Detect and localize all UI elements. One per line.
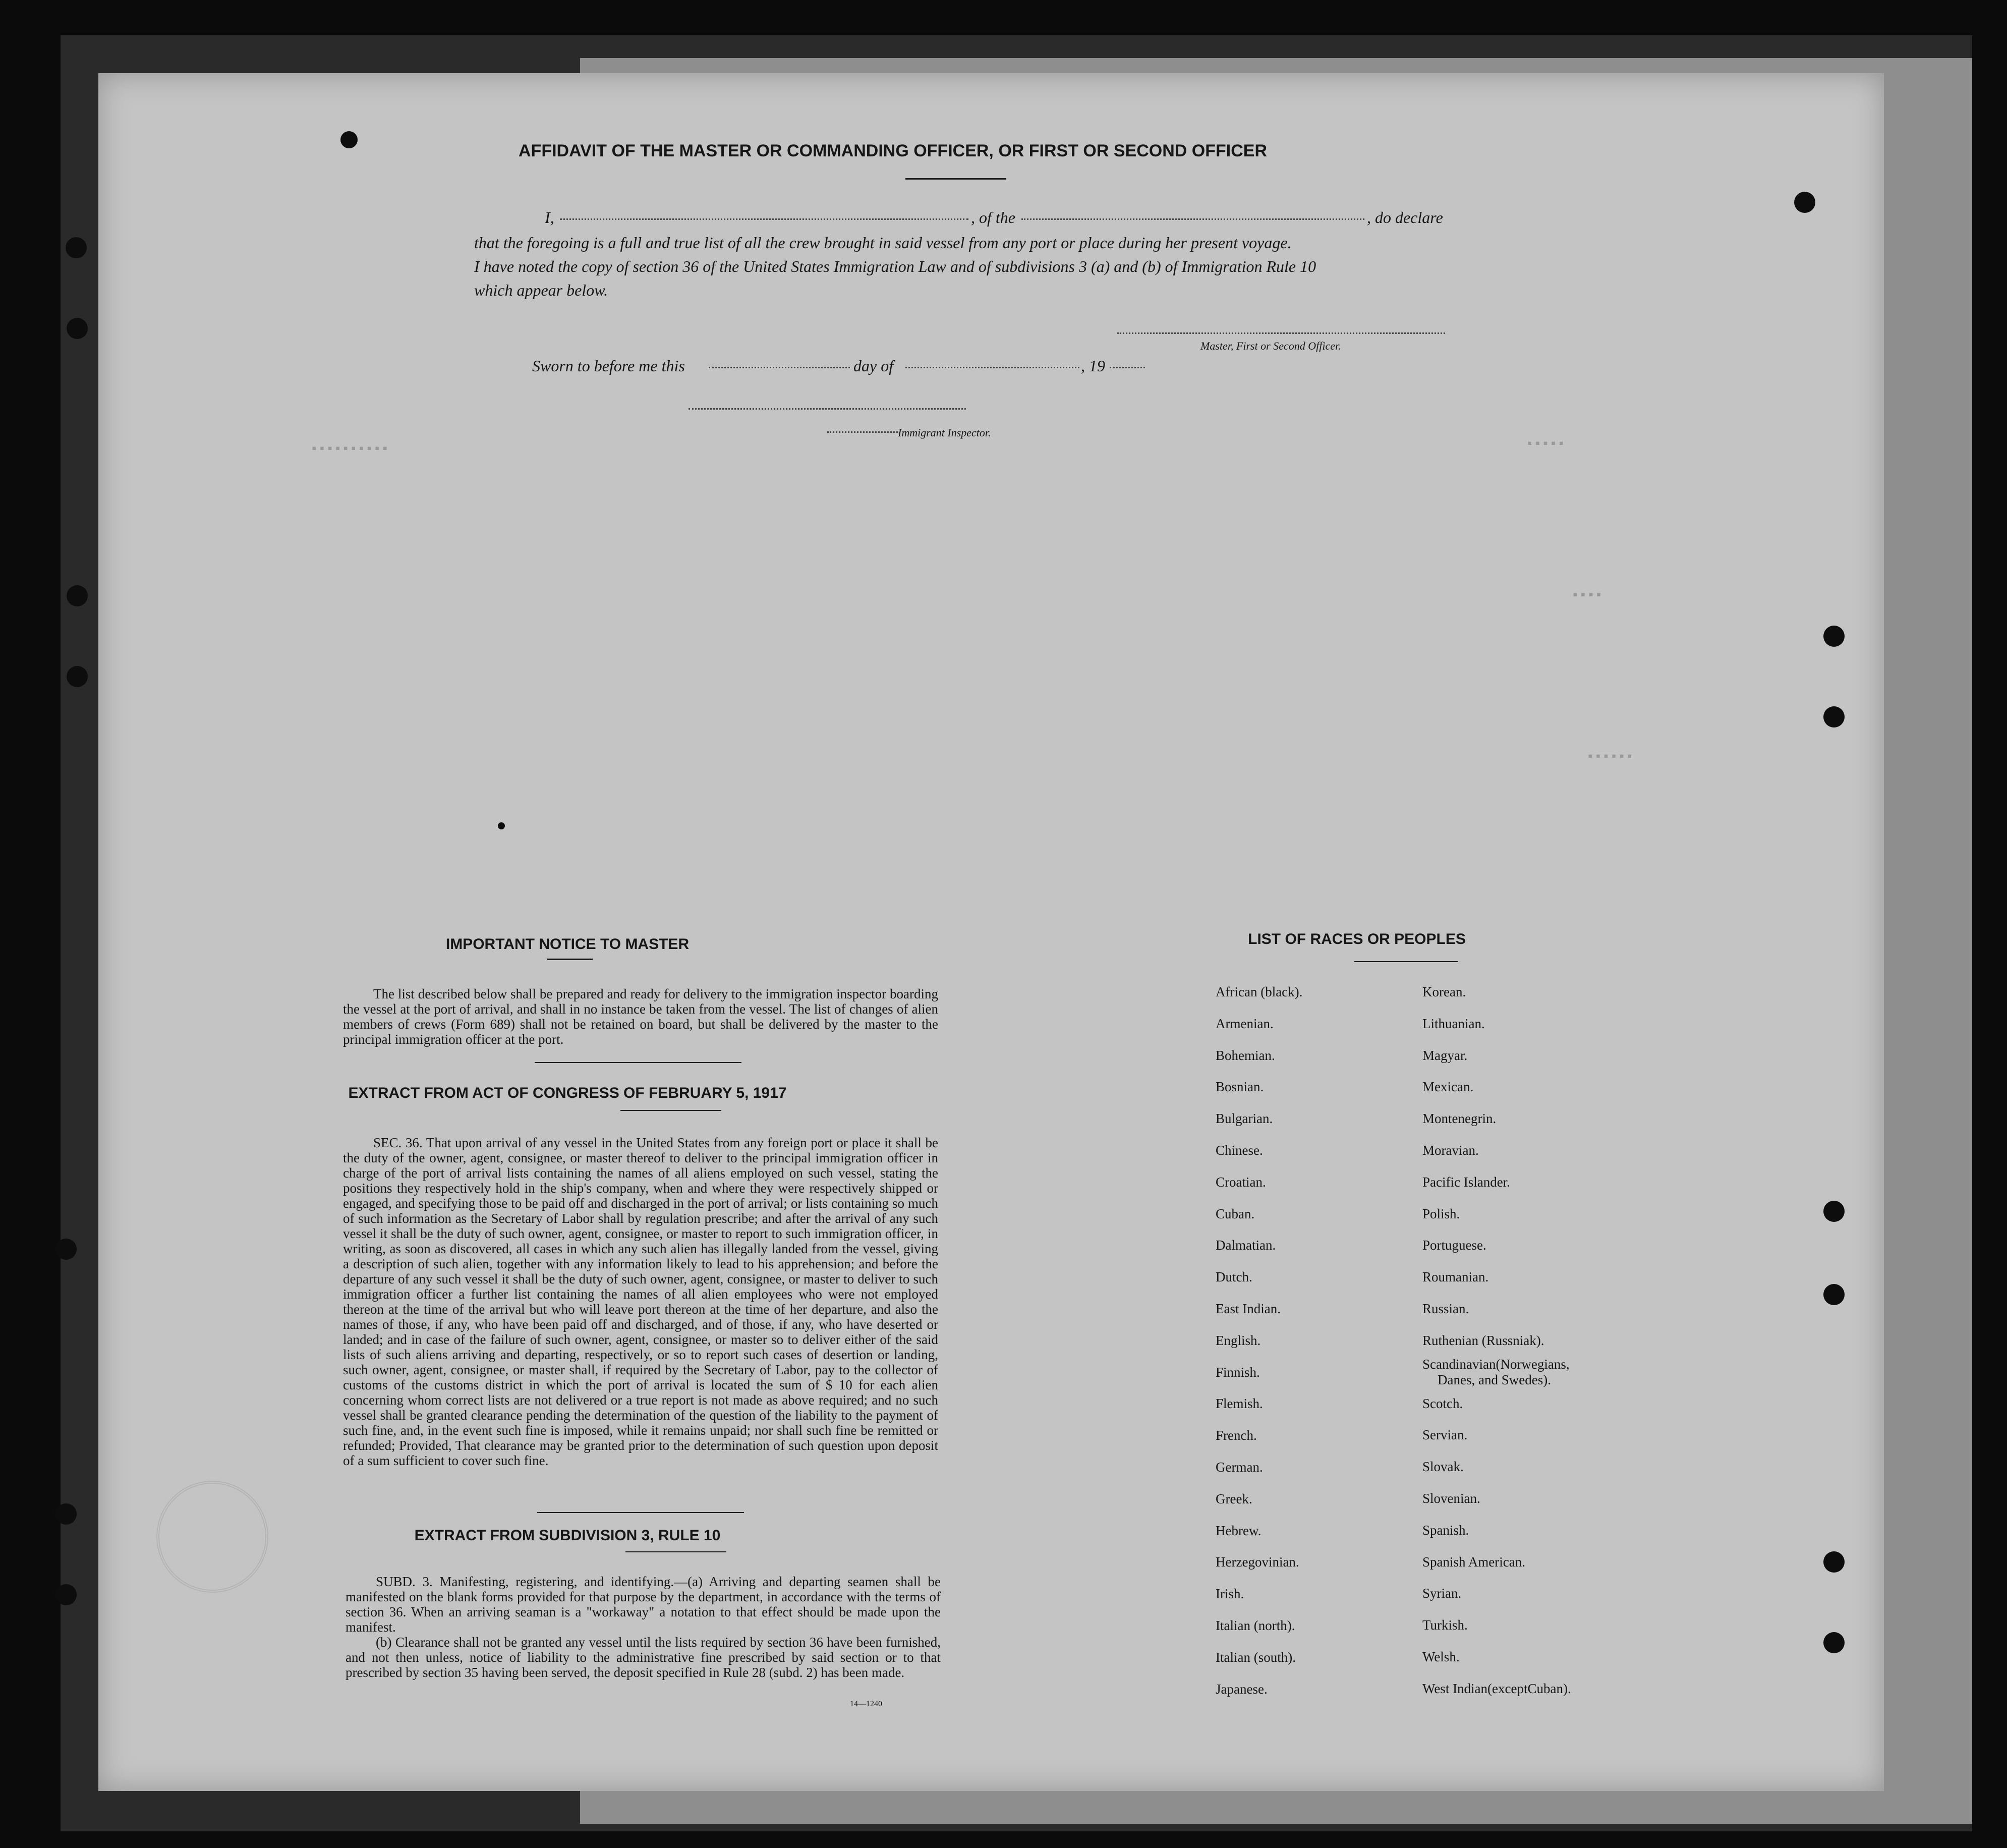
punch-hole (1823, 1632, 1845, 1653)
race-item: Scandinavian(Norwegians, (1422, 1356, 1570, 1372)
race-item: Greek. (1216, 1491, 1252, 1506)
binder-hole (67, 585, 88, 606)
race-item: Montenegrin. (1422, 1111, 1497, 1127)
race-item: Lithuanian. (1422, 1016, 1485, 1031)
races-title-underline (1354, 961, 1458, 962)
race-item: Dalmatian. (1216, 1238, 1276, 1253)
act-divider (537, 1512, 744, 1513)
races-column-2 (1422, 976, 1571, 1705)
i-label: I, (545, 208, 554, 227)
rule-title: EXTRACT FROM SUBDIVISION 3, RULE 10 (414, 1527, 721, 1544)
rule-subdivision-b: (b) Clearance shall not be granted any vessel until the lists required by section 36 have been furnished, and not then unless, notice of liability to the administrative fine prescribed by said section or to that prescribed by section 35 having been served, the deposit specified in Rule 28 (subd. 2) has been made. (346, 1635, 941, 1680)
race-item: Bohemian. (1216, 1047, 1275, 1063)
race-item: Slovak. (1422, 1459, 1464, 1475)
sworn-day-line (709, 367, 850, 368)
race-item: Turkish. (1422, 1617, 1468, 1633)
race-item: Moravian. (1422, 1142, 1479, 1158)
race-item: Scotch. (1422, 1395, 1463, 1411)
binder-hole (55, 1584, 77, 1605)
race-item: Finnish. (1216, 1364, 1260, 1380)
day-of-label: day of (853, 357, 894, 375)
binder-hole (55, 1503, 77, 1525)
race-item: Korean. (1422, 984, 1466, 999)
race-item: Danes, and Swedes). (1438, 1372, 1551, 1387)
declaration-line-1: that the foregoing is a full and true list of all the crew brought in said vessel from any port or place during her present voyage. (474, 234, 1292, 252)
race-item: Italian (south). (1216, 1649, 1296, 1665)
act-title-underline (620, 1110, 721, 1111)
binder-hole (67, 666, 88, 687)
punch-hole (1823, 1201, 1845, 1222)
races-column-1 (1216, 976, 1302, 1705)
race-item: Servian. (1422, 1427, 1468, 1443)
declaration-line-3: which appear below. (474, 281, 608, 299)
sworn-month-line (905, 367, 1079, 368)
declaration-line-2: I have noted the copy of section 36 of the United States Immigration Law and of subdivisions 3 (a) and (b) of Immigration Rule 10 (474, 257, 1316, 275)
race-item: Armenian. (1216, 1016, 1274, 1031)
sworn-year-line (1110, 367, 1145, 368)
act-section-36-text: SEC. 36. That upon arrival of any vessel in the United States from any foreign port or place it shall be the duty of the owner, agent, consignee, or master thereof to deliver to the principal immigration officer in charge of the port of arrival lists containing the names of all aliens employed on such vessel, stating the positions they respectively hold in the ship's company, when and where they were respectively shipped or engaged, and specifying those to be paid off and discharged in the port of arrival; or lists containing so much of such information as the Secretary of Labor shall by regulation prescribe; and after the arrival of any such vessel it shall be the duty of such owner, agent, consignee, or master to report to such immigration officer, in writing, as soon as discovered, all cases in which any such alien has illegally landed from the vessel, giving a description of such alien, together with any information likely to lead to his apprehension; and before the departure of any such vessel it shall be the duty of such owner, agent, consignee, or master to deliver to such immigration officer a further list containing the names of all alien employees who were not employed thereon at the time of the arrival but who will leave port thereon at the time of her departure, and also the names of those, if any, who have been paid off and discharged, and of those, if any, who have deserted or landed; and in case of the failure of such owner, agent, consignee, or master so to deliver either of the said lists of such aliens arriving and departing, respectively, or so to report such cases of desertion or landing, such owner, agent, consignee, or master shall, if required by the Secretary of Labor, pay to the collector of customs of the customs district in which the port of arrival is located the sum of $ 10 for each alien concerning whom correct lists are not delivered or a true report is not made as above required; and no such vessel shall be granted clearance pending the determination of the question of the liability to the payment of such fine, and, in the event such fine is imposed, while it remains unpaid; nor shall such fine be remitted or refunded; Provided, That clearance may be granted prior to the determination of such question upon deposit of a sum sufficient to cover such fine. (343, 1135, 938, 1468)
year-label: , 19 (1081, 357, 1105, 375)
punch-hole (1823, 1551, 1845, 1573)
rule-title-underline (625, 1551, 726, 1552)
race-item: Magyar. (1422, 1047, 1468, 1063)
race-item: Welsh. (1422, 1649, 1460, 1664)
faded-seal-stamp (156, 1481, 268, 1593)
officer-name-line (560, 218, 968, 220)
race-item: Pacific Islander. (1422, 1174, 1510, 1190)
master-signature-caption: Master, First or Second Officer. (1200, 340, 1341, 352)
race-item: Hebrew. (1216, 1523, 1261, 1538)
bleed-through-text: ▪▪▪▪▪▪▪▪▪▪ (310, 441, 389, 457)
of-the-label: , of the (971, 208, 1015, 227)
race-item: French. (1216, 1428, 1257, 1443)
race-item: Polish. (1422, 1206, 1460, 1221)
form-number: 14—1240 (850, 1700, 882, 1708)
race-item: Herzegovinian. (1216, 1554, 1299, 1570)
sworn-label: Sworn to before me this (532, 357, 685, 375)
act-title: EXTRACT FROM ACT OF CONGRESS OF FEBRUARY 5, 1917 (348, 1085, 787, 1101)
inspector-caption: Immigrant Inspector. (898, 426, 991, 439)
race-item: Bulgarian. (1216, 1111, 1273, 1127)
inspector-caption-leader (827, 431, 898, 433)
vessel-name-line (1021, 218, 1364, 220)
race-item: Ruthenian (Russniak). (1422, 1332, 1544, 1348)
race-item: African (black). (1216, 984, 1303, 999)
binder-hole (55, 1239, 77, 1260)
binder-hole (67, 318, 88, 339)
race-item: West Indian(exceptCuban). (1422, 1681, 1571, 1696)
race-item: East Indian. (1216, 1301, 1281, 1316)
punch-hole (1823, 706, 1845, 727)
bleed-through-text: ▪▪▪▪▪▪ (1586, 749, 1634, 764)
punch-hole (1794, 192, 1815, 213)
affidavit-page (98, 73, 1884, 1791)
bleed-through-text: ▪▪▪▪▪ (1526, 436, 1566, 452)
notice-text: The list described below shall be prepared and ready for delivery to the immigration inspector boarding the vessel at the port of arrival, and shall in no instance be taken from the vessel. The list of changes of alien members of crews (Form 689) shall not be retained on board, but shall be delivered by the master to the principal immigration officer at the port. (343, 986, 938, 1047)
notice-title-underline (547, 959, 593, 960)
inspector-signature-line (689, 408, 966, 410)
race-item: Portuguese. (1422, 1238, 1486, 1253)
master-signature-line (1117, 332, 1445, 334)
race-item: Chinese. (1216, 1142, 1263, 1158)
punch-hole (1823, 626, 1845, 647)
race-item: German. (1216, 1459, 1263, 1475)
race-item: Spanish American. (1422, 1554, 1525, 1570)
race-item: Slovenian. (1422, 1490, 1480, 1506)
race-item: Syrian. (1422, 1586, 1462, 1601)
race-item: Mexican. (1422, 1079, 1474, 1095)
affidavit-title: AFFIDAVIT OF THE MASTER OR COMMANDING OFFICER, OR FIRST OR SECOND OFFICER (519, 141, 1267, 160)
bleed-through-text: ▪▪▪▪ (1571, 588, 1603, 603)
race-item: Cuban. (1216, 1206, 1255, 1221)
do-declare-label: , do declare (1367, 208, 1443, 227)
race-item: Spanish. (1422, 1522, 1469, 1538)
race-item: Japanese. (1216, 1681, 1268, 1697)
ink-dot (498, 822, 505, 829)
race-item: Irish. (1216, 1586, 1244, 1602)
title-underline (905, 178, 1006, 180)
race-item: Croatian. (1216, 1174, 1266, 1190)
notice-divider (535, 1062, 741, 1063)
races-title: LIST OF RACES OR PEOPLES (1248, 931, 1466, 947)
rule-subdivision-a: SUBD. 3. Manifesting, registering, and identifying.—(a) Arriving and departing seamen shall be manifested on the blank forms provided for that purpose by the department, in accordance with the terms of section 36. When an arriving seaman is a "workaway" a notation to that effect should be made upon the manifest. (346, 1574, 941, 1635)
race-item: Roumanian. (1422, 1269, 1489, 1285)
race-item: Russian. (1422, 1301, 1469, 1316)
race-item: Bosnian. (1216, 1079, 1264, 1095)
punch-hole (1823, 1284, 1845, 1305)
race-item: English. (1216, 1332, 1261, 1348)
race-item: Dutch. (1216, 1269, 1252, 1285)
notice-title: IMPORTANT NOTICE TO MASTER (445, 936, 690, 953)
binder-hole (66, 237, 87, 258)
race-item: Flemish. (1216, 1396, 1263, 1412)
race-item: Italian (north). (1216, 1617, 1295, 1633)
